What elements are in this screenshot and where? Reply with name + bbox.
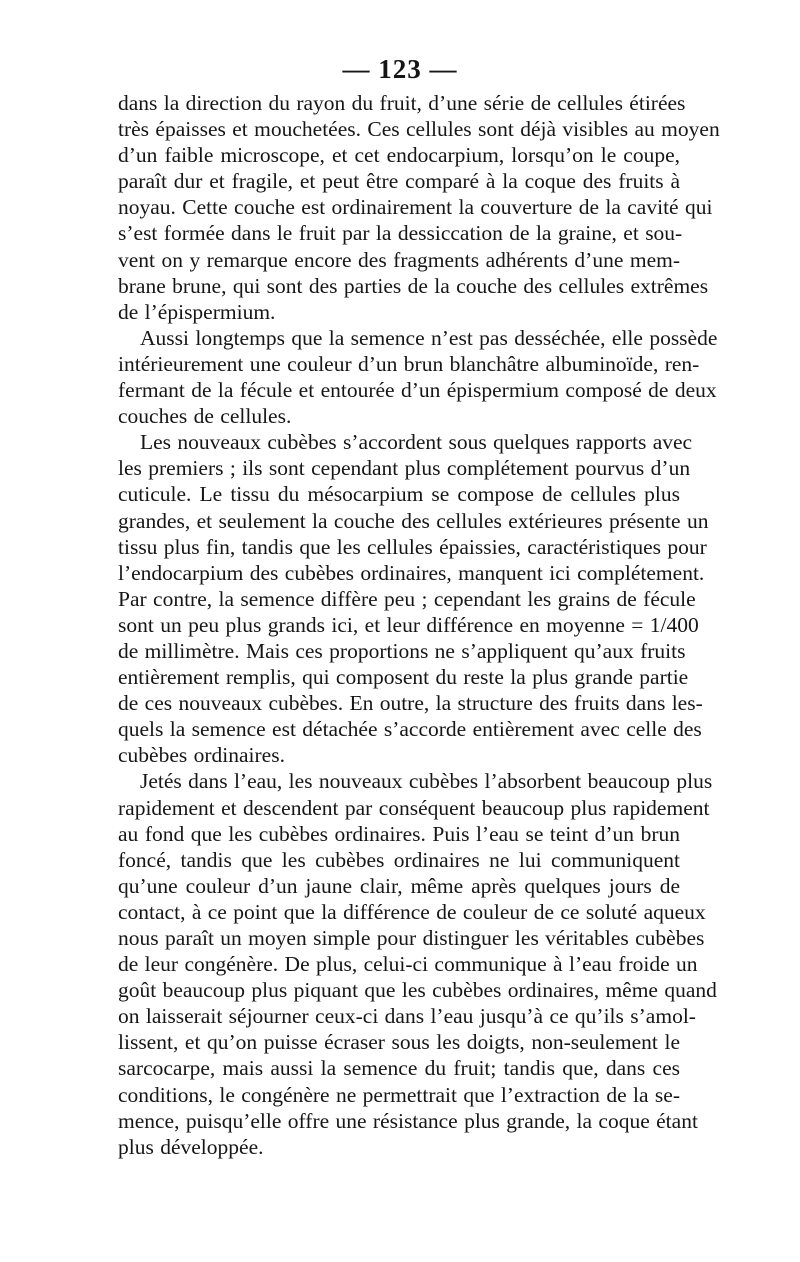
paragraph-4 (118, 768, 717, 1159)
text-line: plus développée. (118, 1134, 264, 1159)
text-line: cuticule. Le tissu du mésocarpium se compose de cellules plus (118, 482, 680, 507)
text-line: nous paraît un moyen simple pour distinguer les véritables cubèbes (118, 926, 705, 950)
text-line: d’un faible microscope, et cet endocarpium, lorsqu’on le coupe, (118, 143, 680, 168)
text-line: qu’une couleur d’un jaune clair, même après quelques jours de (118, 873, 680, 898)
text-line: cubèbes ordinaires. (118, 743, 285, 768)
text-line: les premiers ; ils sont cependant plus complétement pourvus d’un (118, 456, 691, 481)
text-line: dans la direction du rayon du fruit, d’une série de cellules étirées (118, 91, 686, 115)
text-line: s’est formée dans le fruit par la dessiccation de la graine, et sou- (118, 221, 683, 246)
text-line: brane brune, qui sont des parties de la couche des cellules extrêmes (118, 273, 709, 298)
text-line: goût beaucoup plus piquant que les cubèbes ordinaires, même quand (118, 978, 717, 1003)
text-line: vent on y remarque encore des fragments adhérents d’une mem- (118, 247, 680, 272)
body-text (118, 90, 720, 1160)
text-line: contact, à ce point que la différence de couleur de ce soluté aqueux (118, 899, 706, 924)
text-line: Jetés dans l’eau, les nouveaux cubèbes l’absorbent beaucoup plus (140, 769, 713, 794)
text-line: sarcocarpe, mais aussi la semence du fruit; tandis que, dans ces (118, 1056, 680, 1081)
text-line: on laisserait séjourner ceux-ci dans l’eau jusqu’à ce qu’ils s’amol- (118, 1004, 696, 1029)
text-line: de l’épispermium. (118, 299, 276, 324)
text-line: très épaisses et mouchetées. Ces cellules sont déjà visibles au moyen (118, 117, 720, 142)
text-line: de millimètre. Mais ces proportions ne s’appliquent qu’aux fruits (118, 638, 686, 663)
text-line: lissent, et qu’on puisse écraser sous les doigts, non-seulement le (118, 1030, 680, 1055)
text-line: au fond que les cubèbes ordinaires. Puis l’eau se teint d’un brun (118, 821, 680, 846)
text-line: Les nouveaux cubèbes s’accordent sous quelques rapports avec (140, 430, 693, 455)
text-line: conditions, le congénère ne permettrait que l’extraction de la se- (118, 1082, 680, 1107)
text-line: rapidement et descendent par conséquent beaucoup plus rapidement (118, 795, 710, 820)
paragraph-1 (118, 90, 720, 325)
text-line: fermant de la fécule et entourée d’un épispermium composé de deux (118, 378, 717, 403)
text-line: mence, puisqu’elle offre une résistance plus grande, la coque étant (118, 1108, 698, 1133)
text-line: couches de cellules. (118, 404, 292, 429)
text-line: Aussi longtemps que la semence n’est pas desséchée, elle possède (140, 325, 718, 350)
text-line: Par contre, la semence diffère peu ; cependant les grains de fécule (118, 586, 696, 611)
text-line: sont un peu plus grands ici, et leur différence en moyenne = 1/400 (118, 612, 699, 637)
text-line: grandes, et seulement la couche des cellules extérieures présente un (118, 508, 709, 533)
paragraph-3 (118, 429, 709, 768)
text-line: de ces nouveaux cubèbes. En outre, la structure des fruits dans les- (118, 691, 703, 716)
text-line: entièrement remplis, qui composent du reste la plus grande partie (118, 665, 689, 690)
text-line: quels la semence est détachée s’accorde entièrement avec celle des (118, 717, 702, 742)
text-line: noyau. Cette couche est ordinairement la couverture de la cavité qui (118, 195, 713, 220)
paragraph-2 (118, 325, 718, 429)
text-line: foncé, tandis que les cubèbes ordinaires ne lui communiquent (118, 847, 680, 872)
text-line: intérieurement une couleur d’un brun blanchâtre albuminoïde, ren- (118, 351, 700, 376)
page-number: — 123 — (342, 54, 458, 84)
text-line: l’endocarpium des cubèbes ordinaires, manquent ici complétement. (118, 560, 705, 585)
text-line: paraît dur et fragile, et peut être comparé à la coque des fruits à (118, 169, 680, 194)
text-line: tissu plus fin, tandis que les cellules épaissies, caractéristiques pour (118, 534, 707, 559)
text-line: de leur congénère. De plus, celui-ci communique à l’eau froide un (118, 952, 698, 977)
